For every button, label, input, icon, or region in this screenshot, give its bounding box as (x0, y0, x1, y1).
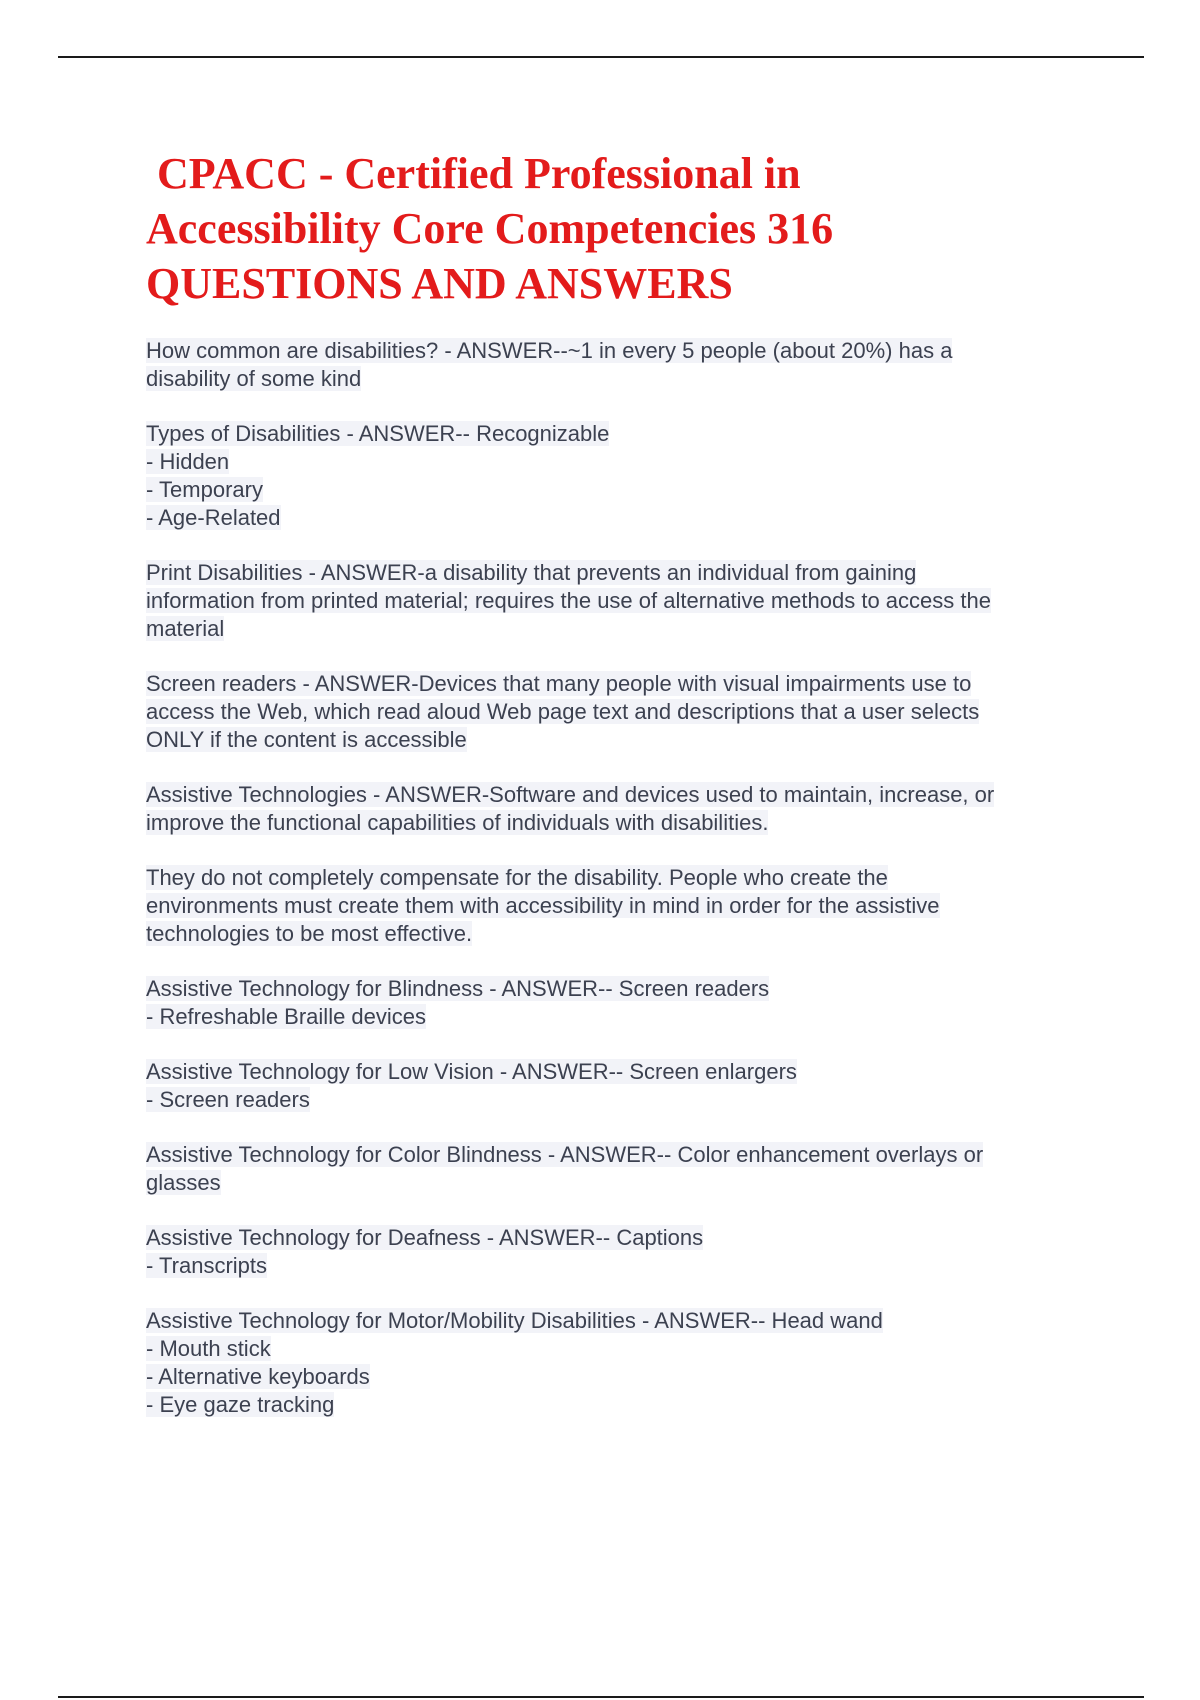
qa-line-text: - Eye gaze tracking (146, 1392, 335, 1417)
qa-line (146, 1307, 1106, 1335)
qa-line (146, 920, 1106, 948)
qa-list (146, 337, 1106, 1419)
qa-line-text: Assistive Technology for Motor/Mobility Disabilities - ANSWER-- Head wand (146, 1308, 883, 1333)
document-body (146, 146, 1106, 1446)
qa-line-text: Assistive Technology for Deafness - ANSWER-- Captions (146, 1225, 704, 1250)
qa-line-text: How common are disabilities? - ANSWER--~1 in every 5 people (about 20%) has a (146, 338, 953, 363)
qa-line (146, 698, 1106, 726)
qa-line-text: technologies to be most effective. (146, 921, 473, 946)
qa-entry (146, 781, 1106, 837)
qa-line-text: - Hidden (146, 449, 230, 474)
qa-line-text: material (146, 616, 225, 641)
document-title (146, 146, 936, 311)
qa-line (146, 615, 1106, 643)
qa-line-text: ONLY if the content is accessible (146, 727, 467, 752)
qa-line (146, 726, 1106, 754)
qa-line-text: - Mouth stick (146, 1336, 271, 1361)
title-line: Accessibility Core Competencies 316 (146, 204, 834, 253)
qa-line (146, 476, 1106, 504)
qa-line (146, 587, 1106, 615)
title-line: CPACC - Certified Professional in (146, 149, 801, 198)
qa-line-text: Screen readers - ANSWER-Devices that many people with visual impairments use to (146, 671, 972, 696)
qa-line-text: Assistive Technologies - ANSWER-Software and devices used to maintain, increase, or (146, 782, 995, 807)
qa-entry (146, 1307, 1106, 1419)
qa-line-text: They do not completely compensate for the disability. People who create the (146, 865, 888, 890)
qa-line-text: Print Disabilities - ANSWER-a disability that prevents an individual from gaining (146, 560, 917, 585)
qa-entry (146, 1141, 1106, 1197)
qa-line-text: - Alternative keyboards (146, 1364, 370, 1389)
qa-line (146, 559, 1106, 587)
qa-entry (146, 337, 1106, 393)
qa-line-text: disability of some kind (146, 366, 362, 391)
qa-line (146, 337, 1106, 365)
qa-line-text: access the Web, which read aloud Web page text and descriptions that a user selects (146, 699, 980, 724)
qa-line-text: improve the functional capabilities of individuals with disabilities. (146, 810, 769, 835)
qa-line-text: Assistive Technology for Color Blindness - ANSWER-- Color enhancement overlays or (146, 1142, 984, 1167)
qa-line (146, 1224, 1106, 1252)
qa-entry (146, 670, 1106, 754)
qa-line (146, 809, 1106, 837)
qa-line-text: environments must create them with accessibility in mind in order for the assistive (146, 893, 940, 918)
qa-line (146, 1003, 1106, 1031)
qa-line-text: Types of Disabilities - ANSWER-- Recognizable (146, 421, 610, 446)
qa-entry (146, 559, 1106, 643)
title-line: QUESTIONS AND ANSWERS (146, 259, 733, 308)
qa-line (146, 1252, 1106, 1280)
qa-line-text: - Transcripts (146, 1253, 268, 1278)
qa-line (146, 1058, 1106, 1086)
qa-line-text: glasses (146, 1170, 221, 1195)
qa-line (146, 420, 1106, 448)
qa-line (146, 1363, 1106, 1391)
qa-line-text: Assistive Technology for Low Vision - ANSWER-- Screen enlargers (146, 1059, 797, 1084)
qa-line (146, 504, 1106, 532)
qa-line-text: - Refreshable Braille devices (146, 1004, 427, 1029)
qa-line (146, 975, 1106, 1003)
qa-line (146, 781, 1106, 809)
qa-line (146, 864, 1106, 892)
bottom-divider (58, 1696, 1144, 1698)
qa-line-text: - Temporary (146, 477, 263, 502)
qa-line (146, 1141, 1106, 1169)
qa-line-text: - Age-Related (146, 505, 281, 530)
top-divider (58, 56, 1144, 58)
qa-line (146, 1169, 1106, 1197)
qa-line-text: - Screen readers (146, 1087, 310, 1112)
qa-entry (146, 864, 1106, 948)
qa-entry (146, 1058, 1106, 1114)
qa-entry (146, 975, 1106, 1031)
qa-line (146, 892, 1106, 920)
qa-line (146, 448, 1106, 476)
qa-line-text: Assistive Technology for Blindness - ANSWER-- Screen readers (146, 976, 770, 1001)
qa-line (146, 1335, 1106, 1363)
qa-line (146, 1086, 1106, 1114)
qa-line-text: information from printed material; requires the use of alternative methods to access the (146, 588, 991, 613)
qa-line (146, 1391, 1106, 1419)
qa-line (146, 365, 1106, 393)
qa-entry (146, 420, 1106, 532)
qa-line (146, 670, 1106, 698)
qa-entry (146, 1224, 1106, 1280)
